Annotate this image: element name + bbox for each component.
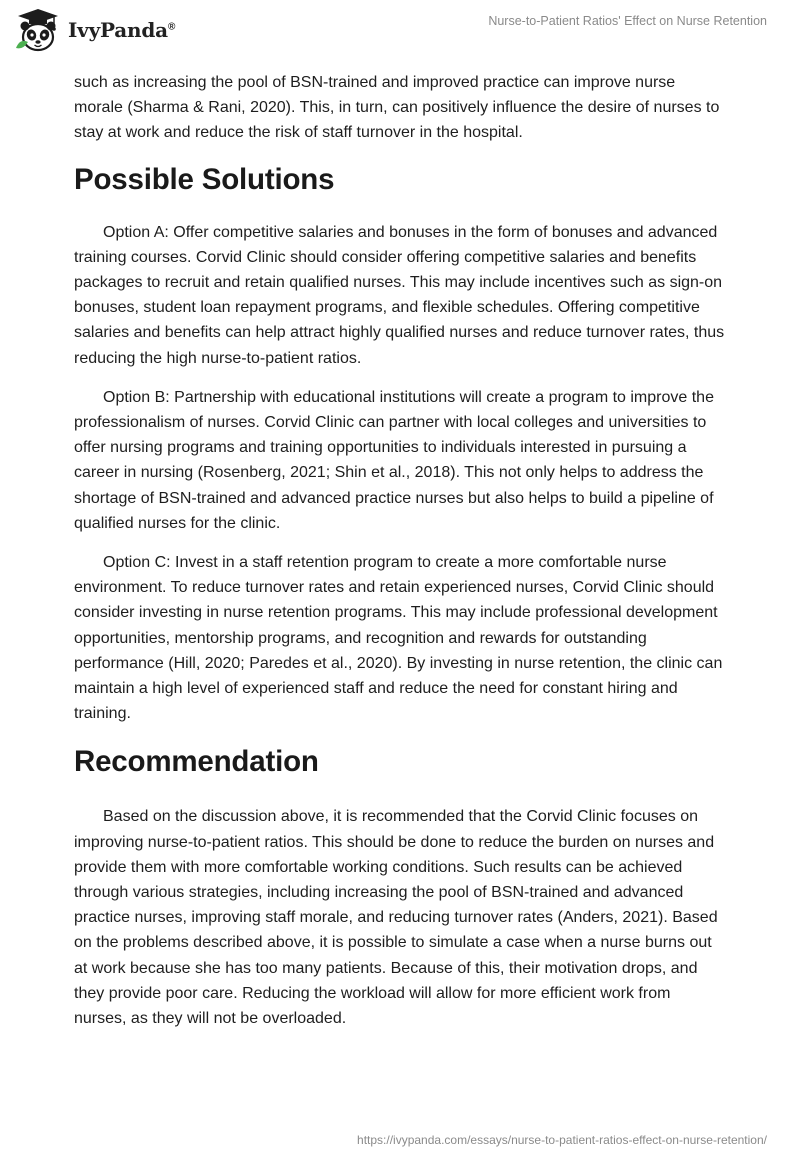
page-header — [0, 0, 800, 70]
panda-graduate-icon — [14, 8, 62, 52]
intro-paragraph: such as increasing the pool of BSN-trained and improved practice can improve nurse morale (Sharma & Rani, 2020). This, in turn, can positively influence the desire of nurses to stay at work and reduce the risk of staff turnover in the hospital. — [74, 74, 720, 142]
document-title: Nurse-to-Patient Ratios' Effect on Nurse Retention — [488, 14, 767, 28]
paragraph-option-b: Option B: Partnership with educational institutions will create a program to improve the professionalism of nurses. Corvid Clinic can partner with local colleges and universities to offer nursing programs and training opportunities to individuals interested in pursuing a career in nursing (Rosenberg, 2021; Shin et al., 2018). This not only helps to address the shortage of BSN-trained and advanced practice nurses but also helps to build a pipeline of qualified nurses for the clinic. — [74, 388, 714, 532]
section-heading-recommendation: Recommendation — [74, 745, 319, 779]
paragraph-option-c: Option C: Invest in a staff retention program to create a more comfortable nurse environment. To reduce turnover rates and retain experienced nurses, Corvid Clinic should consider investing in nurse retention programs. This may include professional development opportunities, mentorship programs, and recognition and rewards for outstanding performance (Hill, 2020; Paredes et al., 2020). By investing in nurse retention, the clinic can maintain a high level of experienced staff and reduce the need for constant hiring and training. — [74, 554, 723, 723]
section-heading-possible-solutions: Possible Solutions — [74, 162, 335, 196]
paragraph-option-a: Option A: Offer competitive salaries and bonuses in the form of bonuses and advanced training courses. Corvid Clinic should consider offering competitive salaries and benefits packages to recruit and retain qualified nurses. This may include incentives such as sign-on bonuses, student loan repayment programs, and flexible schedules. Offering competitive salaries and benefits can help attract highly qualified nurses and reduce turnover rates, thus reducing the high nurse-to-patient ratios. — [74, 223, 725, 367]
source-url[interactable]: https://ivypanda.com/essays/nurse-to-patient-ratios-effect-on-nurse-retention/ — [357, 1133, 767, 1147]
ivypanda-logo[interactable] — [14, 8, 175, 52]
essay-body — [74, 70, 726, 1045]
logo-wordmark: IvyPanda® — [68, 18, 176, 42]
paragraph-recommendation: Based on the discussion above, it is recommended that the Corvid Clinic focuses on improving nurse-to-patient ratios. This should be done to reduce the burden on nurses and provide them with more comfortable working conditions. Such results can be achieved through various strategies, including increasing the pool of BSN-trained and advanced practice nurses, improving staff morale, and reducing turnover rates (Anders, 2021). Based on the problems described above, it is possible to simulate a case when a nurse burns out at work because she has too many patients. Because of this, their motivation drops, and they provide poor care. Reducing the workload will allow for more efficient work from nurses, as they will not be overloaded. — [74, 808, 718, 1028]
